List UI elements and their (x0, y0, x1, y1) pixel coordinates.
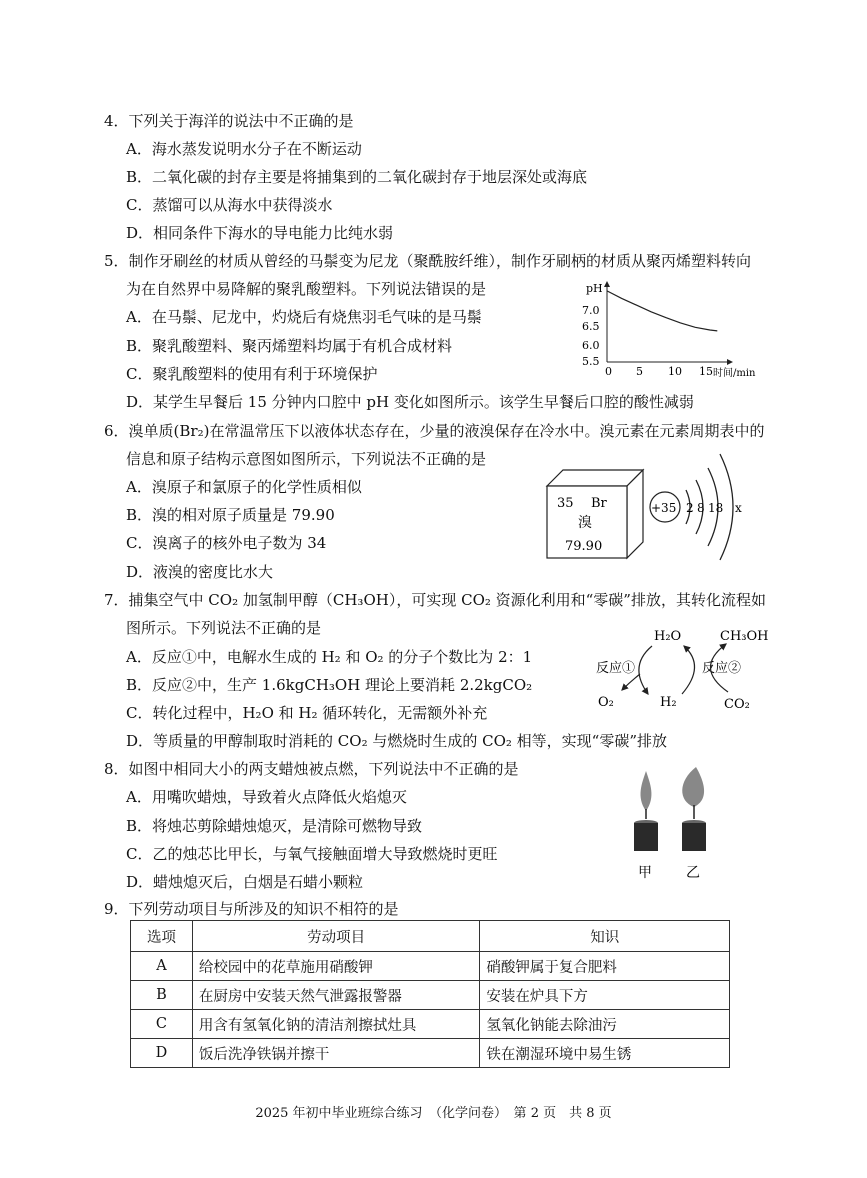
candle-a-flame (641, 771, 652, 811)
o2-label: O₂ (598, 695, 614, 710)
q5-option-b: B．聚乳酸塑料、聚丙烯塑料均属于有机合成材料 (126, 337, 453, 355)
row-d-option: D (131, 1039, 193, 1068)
ph-curve-line (607, 291, 717, 331)
q8-option-d: D．蜡烛熄灭后，白烟是石蜡小颗粒 (126, 873, 364, 891)
q6-option-b: B．溴的相对原子质量是 79.90 (126, 506, 335, 524)
ph-time-label: 时间/min (713, 368, 756, 379)
row-a-option: A (131, 952, 193, 981)
q5-stem-line1: 5．制作牙刷丝的材质从曾经的马鬃变为尼龙（聚酰胺纤维），制作牙刷柄的材质从聚丙烯塑料转向 (104, 252, 752, 270)
q6-option-a: A．溴原子和氯原子的化学性质相似 (126, 478, 362, 496)
q9-table (130, 920, 730, 1068)
q8-stem: 8．如图中相同大小的两支蜡烛被点燃，下列说法中不正确的是 (104, 760, 519, 778)
row-b-option: B (131, 981, 193, 1010)
shell-3-electrons: 18 (708, 501, 724, 515)
q8-option-b: B．将烛芯剪除蜡烛熄灭，是清除可燃物导致 (126, 817, 423, 835)
element-number: 35 (557, 496, 574, 511)
row-c-labor: 用含有氢氧化钠的清洁剂擦拭灶具 (192, 1010, 479, 1039)
q8-option-a: A．用嘴吹蜡烛，导致着火点降低火焰熄灭 (126, 788, 407, 806)
page-footer: 2025 年初中毕业班综合练习 （化学问卷） 第 2 页 共 8 页 (255, 1106, 612, 1121)
arrow-h2-to-h2o (682, 646, 695, 694)
nucleus-charge: +35 (651, 501, 677, 515)
h2-label: H₂ (660, 695, 677, 710)
element-symbol: Br (591, 496, 607, 511)
ph-xtick-15: 15 (699, 365, 713, 378)
shell-2-electrons: 8 (697, 501, 705, 515)
atom-structure-diagram (646, 448, 756, 566)
q4-option-a: A．海水蒸发说明水分子在不断运动 (126, 140, 362, 158)
arrow-h2o-to-h2 (639, 646, 652, 694)
q4-stem: 4．下列关于海洋的说法中不正确的是 (104, 112, 354, 130)
candles-illustration (622, 765, 722, 883)
arrow-to-o2 (622, 674, 640, 690)
row-b-knowledge: 安装在炉具下方 (480, 981, 730, 1010)
q7-stem-line1: 7．捕集空气中 CO₂ 加氢制甲醇（CH₃OH），可实现 CO₂ 资源化利用和“零碳”排放，其转化流程如 (104, 591, 766, 609)
header-labor-item: 劳动项目 (192, 921, 479, 952)
q7-option-c: C．转化过程中，H₂O 和 H₂ 循环转化，无需额外补充 (126, 704, 488, 722)
ph-xtick-0: 0 (605, 365, 612, 378)
co2-label: CO₂ (724, 697, 750, 712)
ph-ytick-6.0: 6.0 (582, 339, 600, 352)
q8-option-c: C．乙的烛芯比甲长，与氧气接触面增大导致燃烧时更旺 (126, 845, 498, 863)
ph-ytick-5.5: 5.5 (582, 355, 600, 368)
element-card (545, 468, 645, 560)
q5-stem-line2: 为在自然界中易降解的聚乳酸塑料。下列说法错误的是 (126, 280, 487, 298)
row-d-labor: 饭后洗净铁锅并擦干 (192, 1039, 479, 1068)
ch3oh-label: CH₃OH (720, 629, 769, 644)
ph-xtick-5: 5 (636, 365, 643, 378)
q4-option-b: B．二氧化碳的封存主要是将捕集到的二氧化碳封存于地层深处或海底 (126, 168, 588, 186)
q5-option-a: A．在马鬃、尼龙中，灼烧后有烧焦羽毛气味的是马鬃 (126, 308, 482, 326)
q9-stem: 9．下列劳动项目与所涉及的知识不相符的是 (104, 900, 399, 918)
reaction-2-label: 反应② (702, 661, 742, 676)
row-a-knowledge: 硝酸钾属于复合肥料 (480, 952, 730, 981)
q6-option-d: D．液溴的密度比水大 (126, 563, 274, 581)
row-c-knowledge: 氢氧化钠能去除油污 (480, 1010, 730, 1039)
q4-option-c: C．蒸馏可以从海水中获得淡水 (126, 196, 333, 214)
table-header-row (131, 921, 730, 952)
header-knowledge: 知识 (480, 921, 730, 952)
table-row (131, 952, 730, 981)
co2-flow-diagram (590, 624, 780, 716)
shell-1-electrons: 2 (686, 501, 694, 515)
table-row (131, 1039, 730, 1068)
shell-4-electrons: x (735, 501, 742, 515)
candle-b-body (682, 823, 706, 851)
row-a-labor: 给校园中的花草施用硝酸钾 (192, 952, 479, 981)
q6-stem-line2: 信息和原子结构示意图如图所示，下列说法不正确的是 (126, 450, 487, 468)
candle-b-label: 乙 (686, 865, 700, 881)
header-option: 选项 (131, 921, 193, 952)
row-d-knowledge: 铁在潮湿环境中易生锈 (480, 1039, 730, 1068)
element-mass: 79.90 (565, 539, 603, 554)
q4-option-d: D．相同条件下海水的导电能力比纯水弱 (126, 224, 394, 242)
q7-option-a: A．反应①中，电解水生成的 H₂ 和 O₂ 的分子个数比为 2：1 (126, 648, 533, 666)
q7-option-b: B．反应②中，生产 1.6kgCH₃OH 理论上要消耗 2.2kgCO₂ (126, 676, 533, 694)
ph-axis-label: pH (586, 282, 603, 295)
row-c-option: C (131, 1010, 193, 1039)
q5-option-d: D．某学生早餐后 15 分钟内口腔中 pH 变化如图所示。该学生早餐后口腔的酸性减弱 (126, 393, 694, 411)
q6-stem-line1: 6．溴单质(Br₂)在常温常压下以液体状态存在，少量的液溴保存在冷水中。溴元素在元素周期表中的 (104, 422, 765, 440)
q7-stem-line2: 图所示。下列说法不正确的是 (126, 619, 322, 637)
q5-option-c: C．聚乳酸塑料的使用有利于环境保护 (126, 365, 378, 383)
q6-option-c: C．溴离子的核外电子数为 34 (126, 534, 327, 552)
ph-xtick-10: 10 (668, 365, 682, 378)
ph-chart (560, 276, 770, 382)
reaction-1-label: 反应① (596, 661, 636, 676)
h2o-label: H₂O (654, 629, 682, 644)
element-name: 溴 (578, 515, 592, 531)
candle-a-label: 甲 (638, 865, 652, 881)
ph-ytick-6.5: 6.5 (582, 320, 600, 333)
candle-a-body (634, 823, 658, 851)
table-row (131, 1010, 730, 1039)
candle-b-flame (682, 767, 704, 807)
ph-ytick-7.0: 7.0 (582, 304, 600, 317)
table-row (131, 981, 730, 1010)
q7-option-d: D．等质量的甲醇制取时消耗的 CO₂ 与燃烧时生成的 CO₂ 相等，实现“零碳”排放 (126, 732, 668, 750)
row-b-labor: 在厨房中安装天然气泄露报警器 (192, 981, 479, 1010)
